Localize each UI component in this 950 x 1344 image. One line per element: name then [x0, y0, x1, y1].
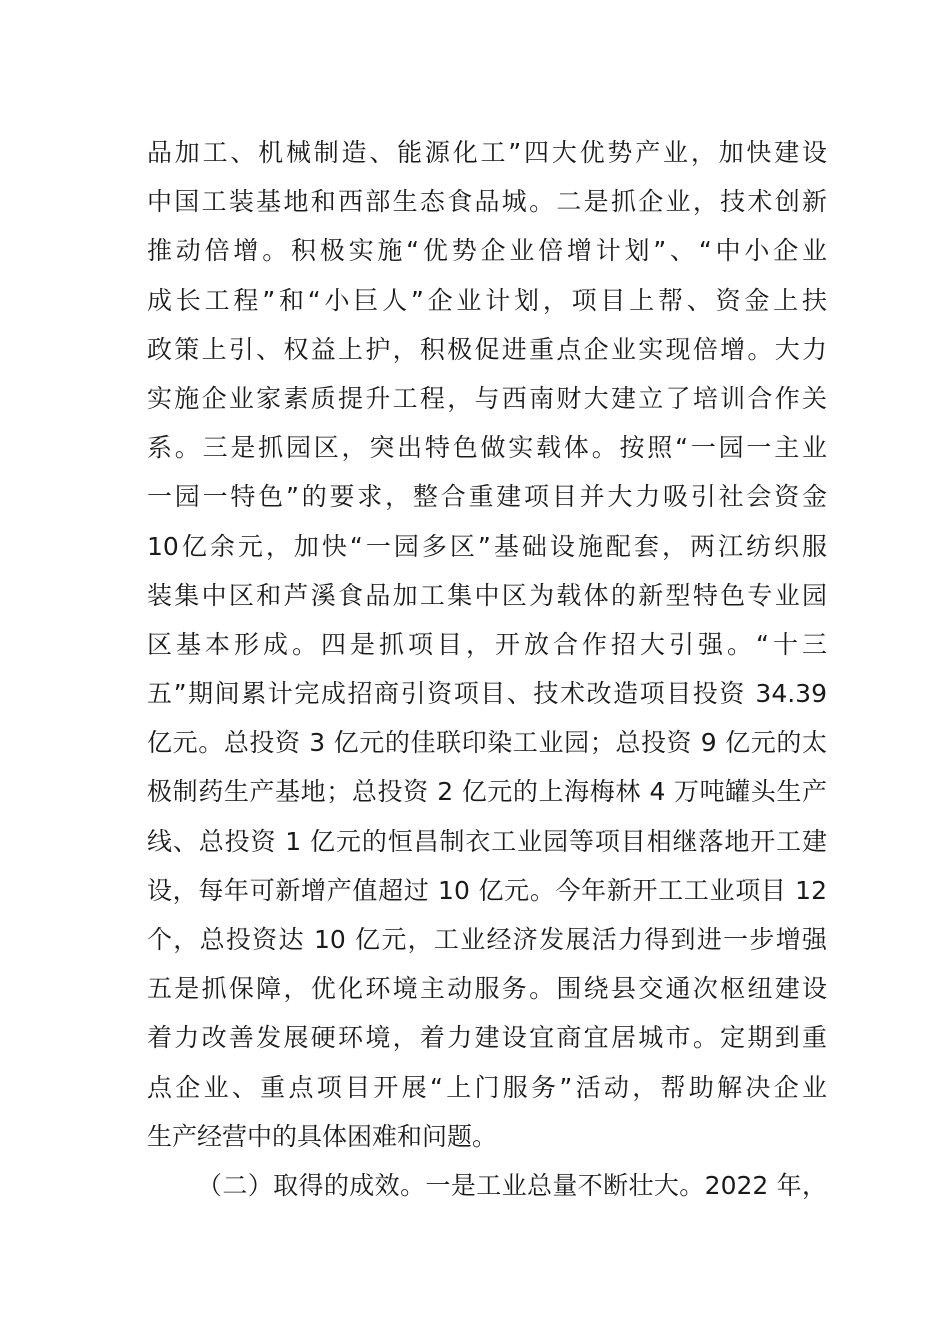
text-line: 成长工程”和“小巨人”企业计划，项目上帮、资金上扶	[147, 285, 827, 315]
text-line: 着力改善发展硬环境，着力建设宜商宜居城市。定期到重	[147, 1023, 827, 1053]
text-line: 中国工装基地和西部生态食品城。二是抓企业，技术创新	[147, 187, 827, 217]
text-line: 实施企业家素质提升工程，与西南财大建立了培训合作关	[147, 383, 827, 413]
text-line: 推动倍增。积极实施“优势企业倍增计划”、“中小企业	[147, 236, 827, 266]
section-heading-line: （二）取得的成效。一是工业总量不断壮大。2022 年，	[197, 1170, 827, 1200]
text-line: 极制药生产基地；总投资 2 亿元的上海梅林 4 万吨罐头生产	[147, 777, 827, 807]
text-line: 政策上引、权益上护，积极促进重点企业实现倍增。大力	[147, 334, 827, 364]
text-line: 亿元。总投资 3 亿元的佳联印染工业园；总投资 9 亿元的太	[147, 728, 827, 758]
text-line: 个，总投资达 10 亿元，工业经济发展活力得到进一步增强	[147, 925, 827, 954]
body-text	[147, 128, 827, 1210]
text-line: 装集中区和芦溪食品加工集中区为载体的新型特色专业园	[147, 580, 827, 610]
text-line: 五是抓保障，优化环境主动服务。围绕县交通次枢纽建设	[147, 974, 827, 1004]
text-line: 品加工、机械制造、能源化工”四大优势产业，加快建设	[147, 138, 827, 167]
text-line: 线、总投资 1 亿元的恒昌制衣工业园等项目相继落地开工建	[147, 826, 827, 856]
text-line: 生产经营中的具体困难和问题。	[147, 1121, 498, 1151]
text-line: 五”期间累计完成招商引资项目、技术改造项目投资 34.39	[147, 679, 827, 709]
text-line: 设，每年可新增产值超过 10 亿元。今年新开工工业项目 12	[147, 875, 827, 905]
text-line: 系。三是抓园区，突出特色做实载体。按照“一园一主业	[147, 433, 827, 463]
text-line: 点企业、重点项目开展“上门服务”活动，帮助解决企业	[147, 1072, 827, 1102]
text-line: 区基本形成。四是抓项目，开放合作招大引强。“十三	[147, 629, 827, 659]
text-line: 一园一特色”的要求，整合重建项目并大力吸引社会资金	[147, 482, 827, 512]
text-line: 10亿余元，加快“一园多区”基础设施配套，两江纺织服	[147, 531, 827, 561]
